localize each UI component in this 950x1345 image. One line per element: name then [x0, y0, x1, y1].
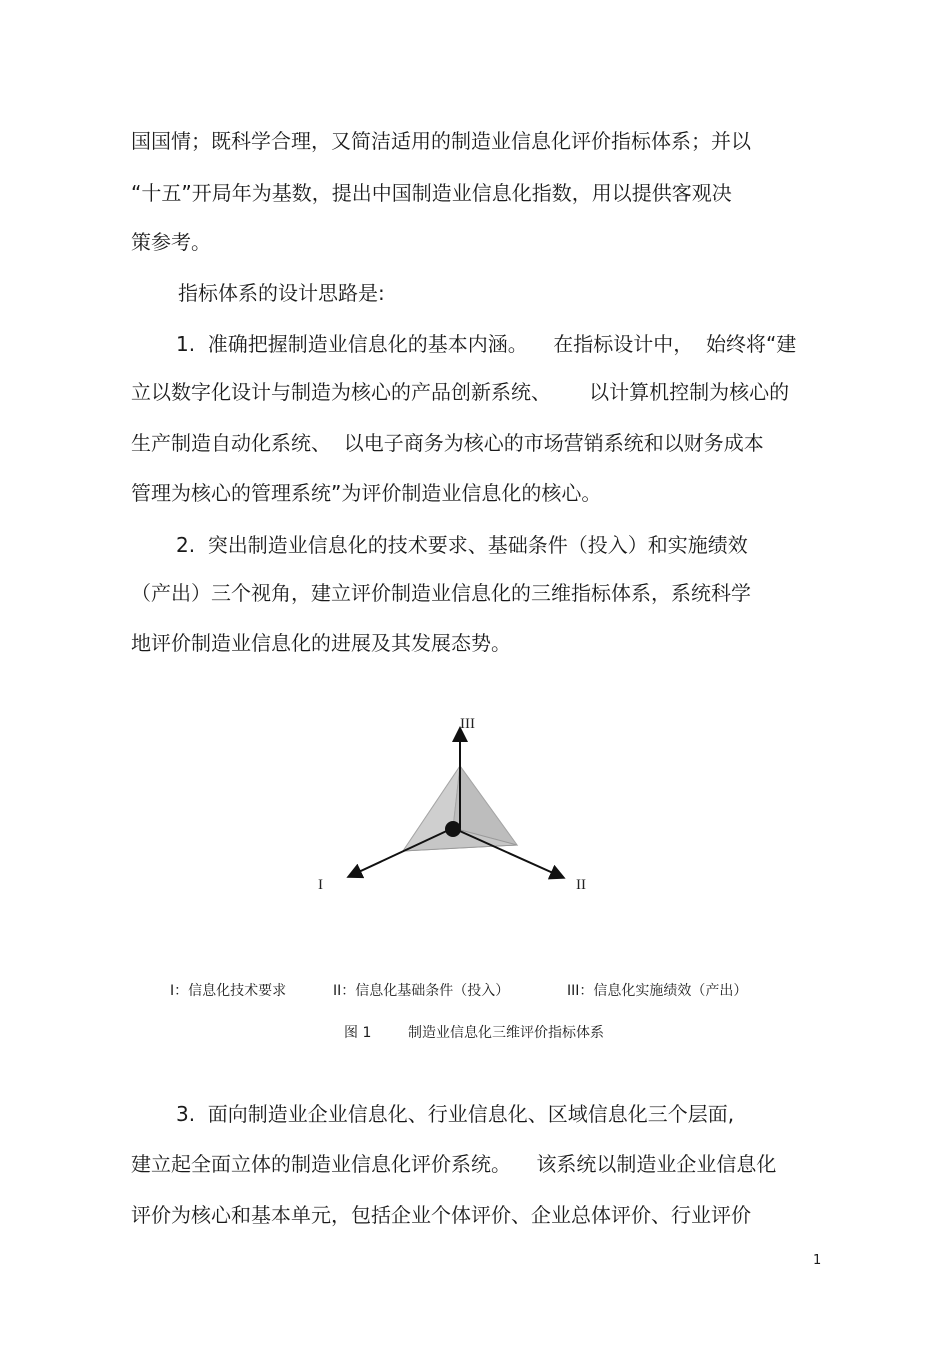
legend-item-technical: I：信息化技术要求: [170, 983, 287, 999]
item3-line-2: 建立起全面立体的制造业信息化评价系统。 该系统以制造业企业信息化: [131, 1152, 777, 1176]
axis-three-label: III: [460, 716, 475, 732]
axis-two-label: II: [576, 877, 586, 893]
three-dimension-diagram: [300, 700, 620, 910]
axis-one-label: I: [318, 877, 323, 893]
page-number: 1: [813, 1253, 822, 1268]
legend-item-infrastructure: II：信息化基础条件（投入）: [333, 983, 510, 999]
intro-line-1: 国国情；既科学合理，又简洁适用的制造业信息化评价指标体系；并以: [131, 129, 751, 153]
intro-line-2: “十五”开局年为基数，提出中国制造业信息化指数，用以提供客观决: [131, 181, 732, 205]
legend-item-performance: III：信息化实施绩效（产出）: [567, 983, 748, 999]
item3-line-1: 3. 面向制造业企业信息化、行业信息化、区域信息化三个层面,: [176, 1102, 735, 1126]
item3-line-3: 评价为核心和基本单元，包括企业个体评价、企业总体评价、行业评价: [131, 1203, 751, 1227]
approach-heading: 指标体系的设计思路是:: [178, 281, 385, 305]
item1-line-2: 立以数字化设计与制造为核心的产品创新系统、 以计算机控制为核心的: [131, 380, 790, 404]
axis-one-line: [350, 828, 453, 876]
figure-caption-number: 图 1: [344, 1025, 372, 1041]
item1-line-4: 管理为核心的管理系统”为评价制造业信息化的核心。: [131, 481, 602, 505]
item1-line-3: 生产制造自动化系统、 以电子商务为核心的市场营销系统和以财务成本: [131, 431, 764, 455]
item2-line-1: 2. 突出制造业信息化的技术要求、基础条件（投入）和实施绩效: [176, 533, 748, 557]
item2-line-2: （产出）三个视角，建立评价制造业信息化的三维指标体系，系统科学: [131, 581, 751, 605]
figure-caption-title: 制造业信息化三维评价指标体系: [408, 1025, 604, 1041]
origin-dot: [445, 821, 461, 837]
intro-line-3: 策参考。: [131, 230, 211, 254]
item2-line-3: 地评价制造业信息化的进展及其发展态势。: [131, 631, 511, 655]
item1-line-1: 1. 准确把握制造业信息化的基本内涵。 在指标设计中， 始终将“建: [176, 332, 797, 356]
